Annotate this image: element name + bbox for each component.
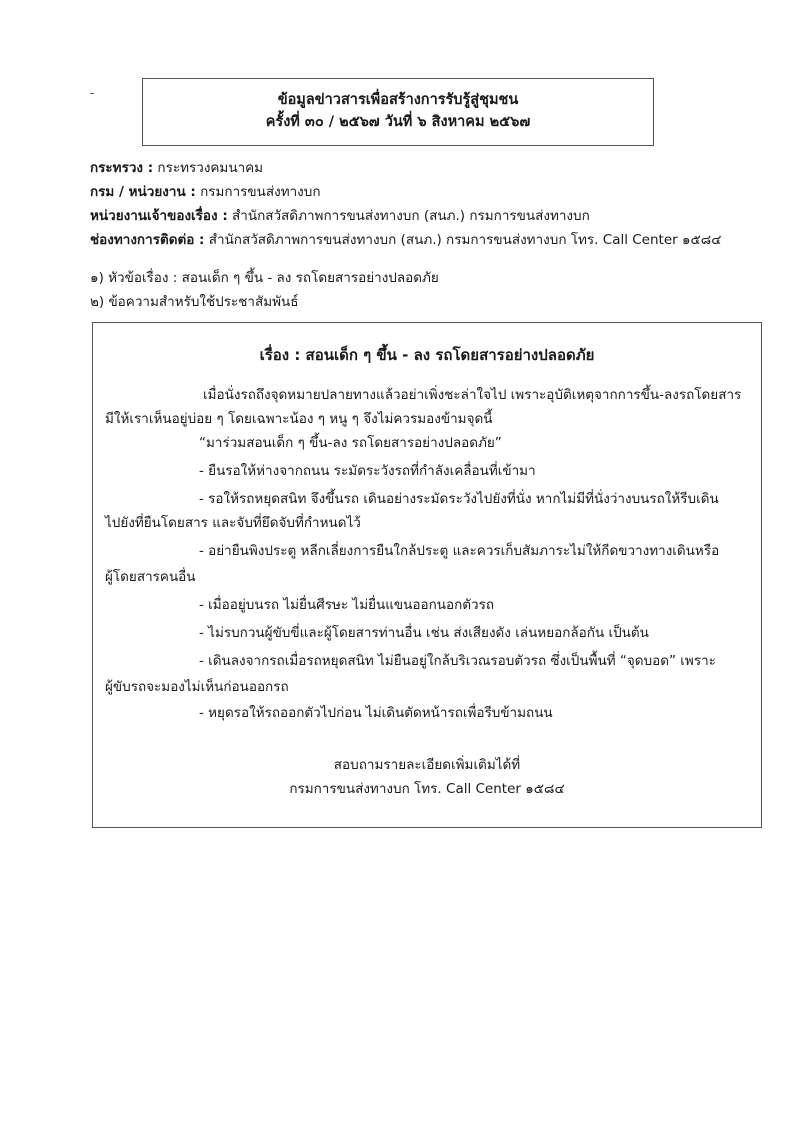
meta-ministry-value: กระทรวงคมนาคม xyxy=(157,160,264,176)
bullet-no-lean-out: - เมื่ออยู่บนรถ ไม่ยื่นศีรษะ ไม่ยื่นแขนออกนอกตัวรถ xyxy=(199,597,495,613)
pr-message-title: เรื่อง : สอนเด็ก ๆ ขึ้น - ลง รถโดยสารอย่างปลอดภัย xyxy=(259,346,595,364)
meta-owner-label: หน่วยงานเจ้าของเรื่อง : xyxy=(90,208,228,224)
document-meta xyxy=(90,156,721,252)
footer-contact: กรมการขนส่งทางบก โทร. Call Center ๑๕๘๔ xyxy=(289,781,565,797)
bullet-board-line-2: ไปยังที่ยืนโดยสาร และจับที่ยึดจับที่กำหนดไว้ xyxy=(105,515,361,531)
bullet-board-line-1: - รอให้รถหยุดสนิท จึงขึ้นรถ เดินอย่างระมัดระวังไปยังที่นั่ง หากไม่มีที่นั่งว่างบนรถให้รีบเดิน xyxy=(199,491,719,507)
bullet-door-line-2: ผู้โดยสารคนอื่น xyxy=(105,569,196,585)
meta-department-value: กรมการขนส่งทางบก xyxy=(200,184,321,200)
meta-contact-label: ช่องทางการติดต่อ : xyxy=(90,232,205,248)
meta-owner xyxy=(90,204,721,228)
item-topic: ๑) หัวข้อเรื่อง : สอนเด็ก ๆ ขึ้น - ลง รถโดยสารอย่างปลอดภัย xyxy=(90,270,439,286)
bullet-blind-spot-line-1: - เดินลงจากรถเมื่อรถหยุดสนิท ไม่ยืนอยู่ใกล้บริเวณรอบตัวรถ ซึ่งเป็นพื้นที่ “จุดบอด” เพราะ xyxy=(199,653,716,669)
bullet-blind-spot-line-2: ผู้ขับรถจะมองไม่เห็นก่อนออกรถ xyxy=(105,679,289,695)
bullet-wait-away: - ยืนรอให้ห่างจากถนน ระมัดระวังรถที่กำลังเคลื่อนที่เข้ามา xyxy=(199,463,536,479)
meta-owner-value: สำนักสวัสดิภาพการขนส่งทางบก (สนภ.) กรมการขนส่งทางบก xyxy=(232,208,590,224)
document-header-box xyxy=(142,78,654,146)
document-items xyxy=(90,266,439,314)
footer-inquiry: สอบถามรายละเอียดเพิ่มเติมได้ที่ xyxy=(333,757,521,773)
paragraph-line-2: มีให้เราเห็นอยู่บ่อย ๆ โดยเฉพาะน้อง ๆ หนู ๆ จึงไม่ควรมองข้ามจุดนี้ xyxy=(105,411,493,427)
header-title: ข้อมูลข่าวสารเพื่อสร้างการรับรู้สู่ชุมชน xyxy=(277,92,519,108)
meta-department xyxy=(90,180,721,204)
meta-ministry xyxy=(90,156,721,180)
bullet-no-disturb: - ไม่รบกวนผู้ขับขี่และผู้โดยสารท่านอื่น เช่น ส่งเสียงดัง เล่นหยอกล้อกัน เป็นต้น xyxy=(199,625,649,641)
item-pr-message: ๒) ข้อความสำหรับใช้ประชาสัมพันธ์ xyxy=(90,294,299,310)
bullet-door-line-1: - อย่ายืนพิงประตู หลีกเลี่ยงการยืนใกล้ประตู และควรเก็บสัมภาระไม่ให้กีดขวางทางเดินหรือ xyxy=(199,543,720,559)
meta-contact-value: สำนักสวัสดิภาพการขนส่งทางบก (สนภ.) กรมการขนส่งทางบก โทร. Call Center ๑๕๘๔ xyxy=(208,232,722,248)
campaign-quote: “มาร่วมสอนเด็ก ๆ ขึ้น-ลง รถโดยสารอย่างปลอดภัย” xyxy=(199,435,502,451)
bullet-wait-bus-leave: - หยุดรอให้รถออกตัวไปก่อน ไม่เดินตัดหน้ารถเพื่อรีบข้ามถนน xyxy=(199,705,553,721)
meta-contact xyxy=(90,228,721,252)
meta-ministry-label: กระทรวง : xyxy=(90,160,154,176)
pr-message-box xyxy=(92,322,762,828)
paragraph-line-1: เมื่อนั่งรถถึงจุดหมายปลายทางแล้วอย่าเพิ่งชะล่าใจไป เพราะอุบัติเหตุจากการขึ้น-ลงรถโดยสาร xyxy=(203,387,742,403)
header-issue-date: ครั้งที่ ๓๐ / ๒๕๖๗ วันที่ ๖ สิงหาคม ๒๕๖๗ xyxy=(265,114,531,130)
corner-mark: - xyxy=(90,86,95,100)
meta-department-label: กรม / หน่วยงาน : xyxy=(90,184,196,200)
